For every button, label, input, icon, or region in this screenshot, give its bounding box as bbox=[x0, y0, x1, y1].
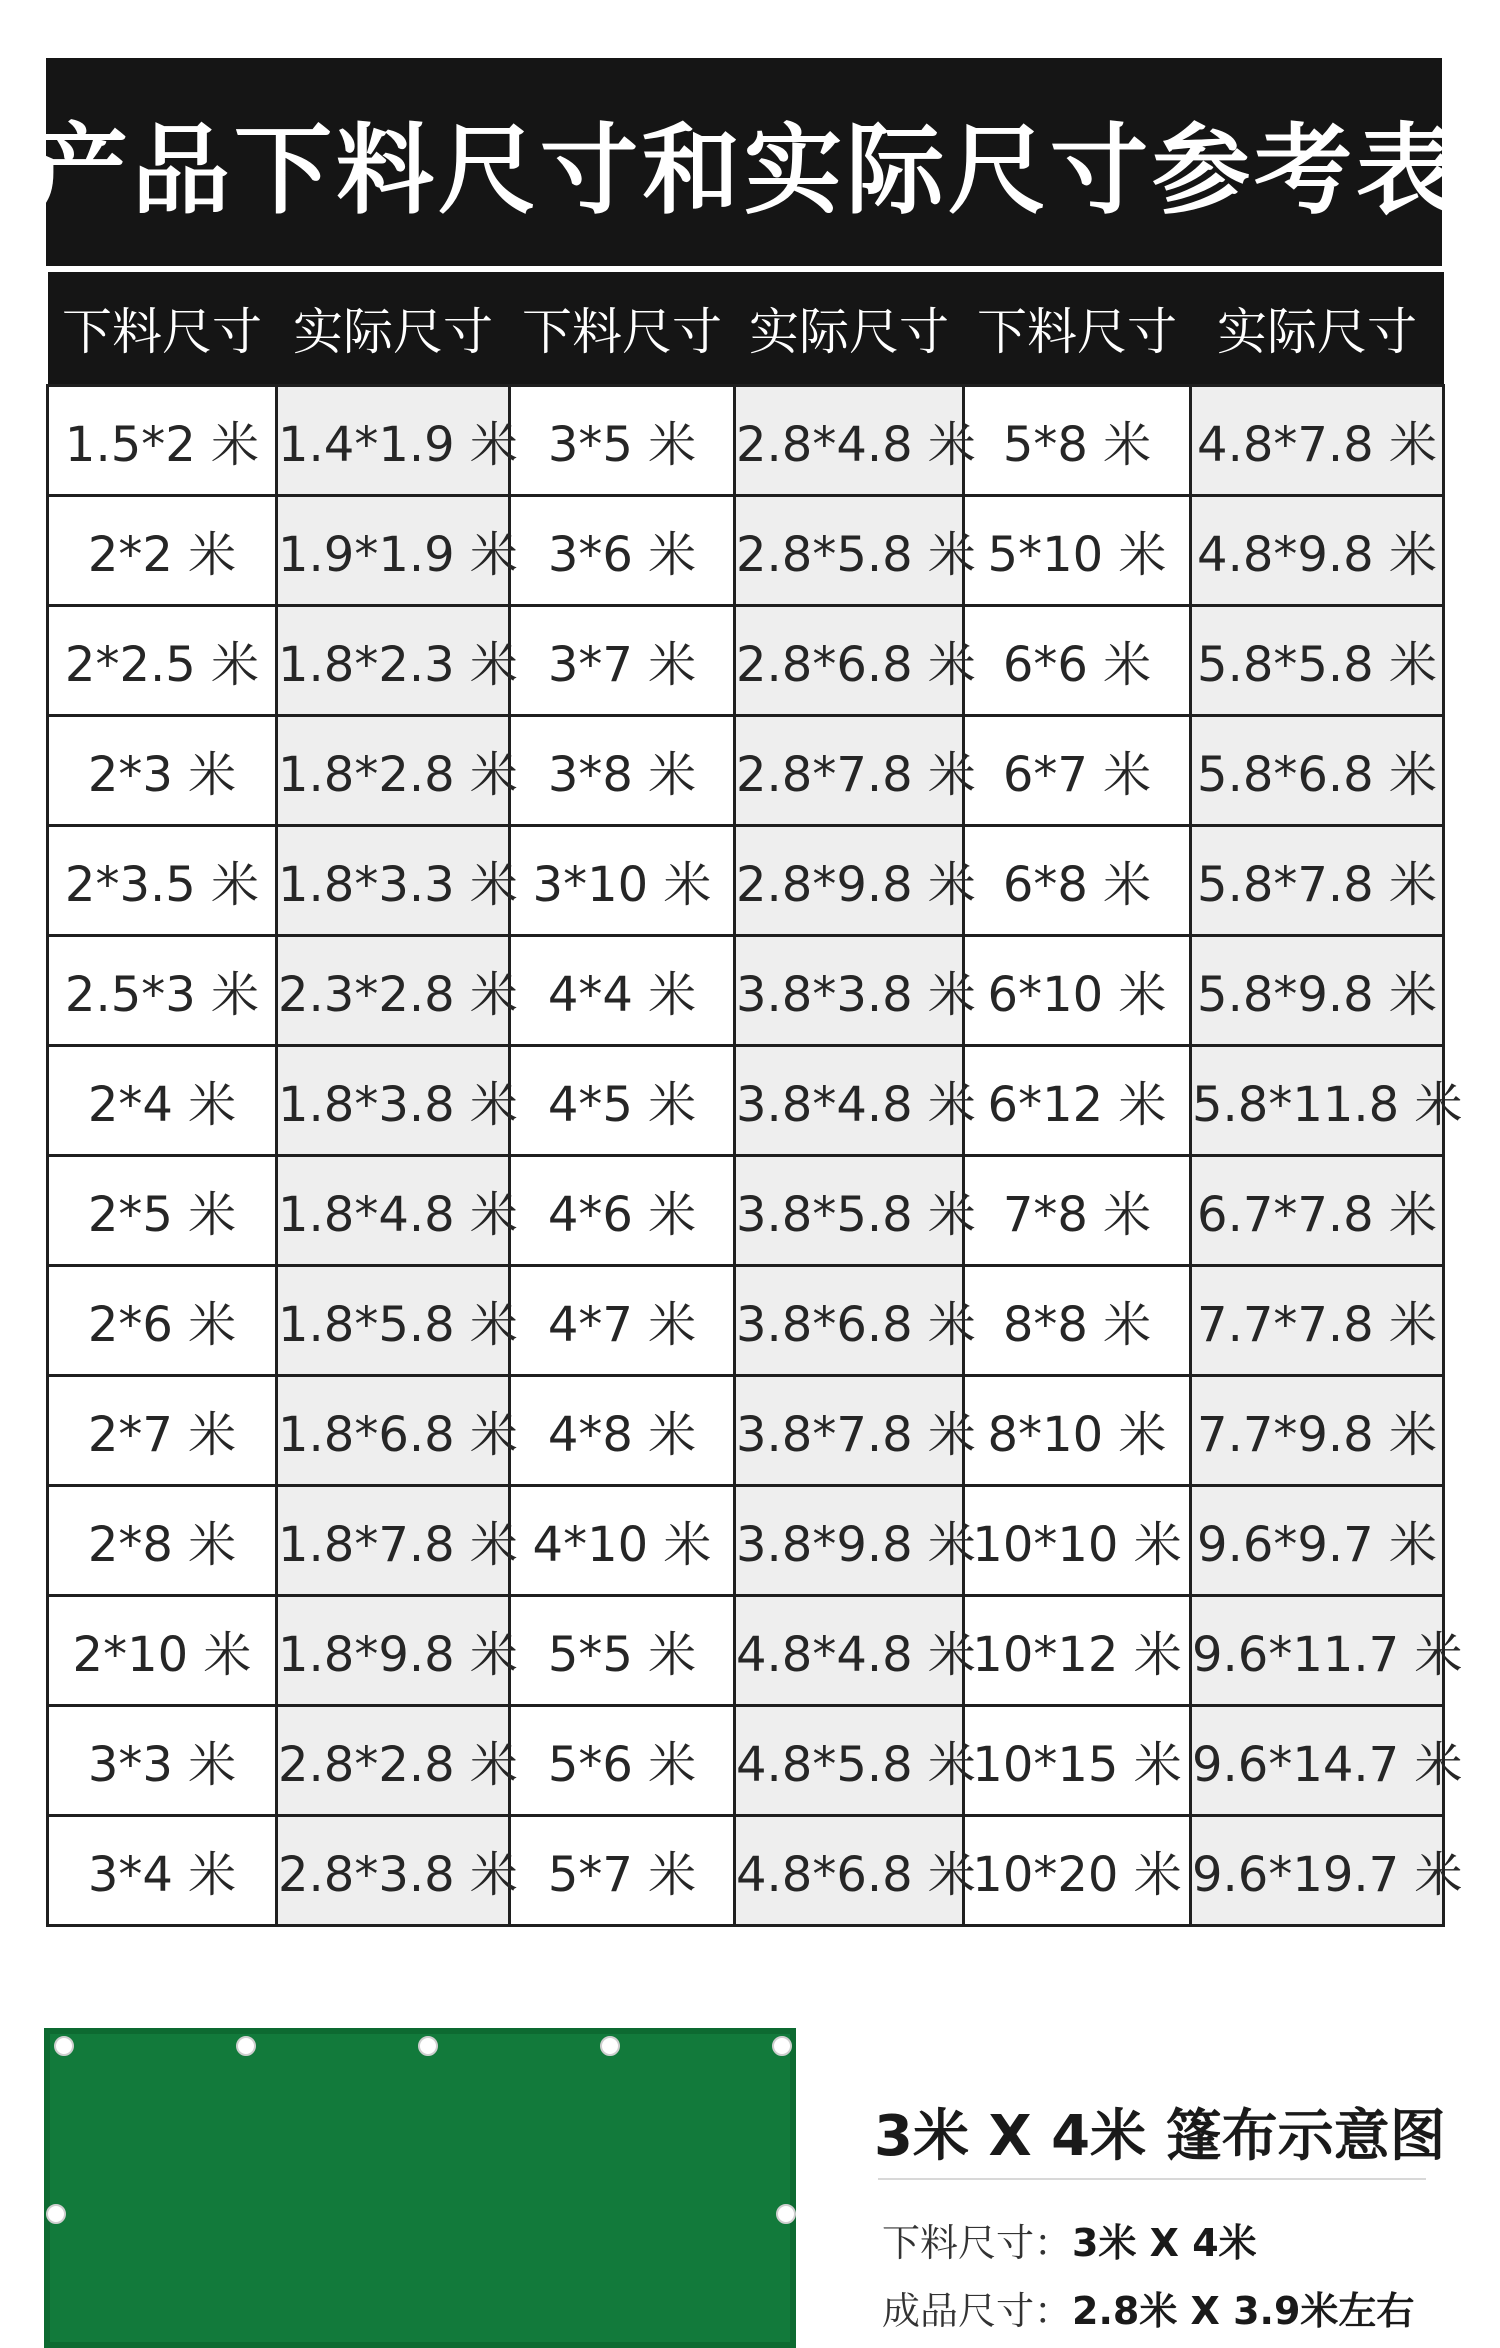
cut-size-cell: 2*3.5 米 bbox=[48, 826, 277, 936]
actual-size-cell: 4.8*7.8 米 bbox=[1191, 386, 1444, 496]
cut-size-cell: 2*2.5 米 bbox=[48, 606, 277, 716]
header-actual-size: 实际尺寸 bbox=[1191, 272, 1444, 386]
actual-size-cell: 4.8*5.8 米 bbox=[735, 1706, 964, 1816]
actual-size-cell: 5.8*11.8 米 bbox=[1191, 1046, 1444, 1156]
cut-size-cell: 1.5*2 米 bbox=[48, 386, 277, 496]
grommet bbox=[600, 2036, 620, 2056]
divider bbox=[878, 2178, 1426, 2180]
cut-size-cell: 10*20 米 bbox=[964, 1816, 1191, 1926]
title-banner bbox=[30, 58, 1459, 266]
header-actual-size: 实际尺寸 bbox=[277, 272, 510, 386]
table-row bbox=[48, 1596, 1444, 1706]
table-row bbox=[48, 1046, 1444, 1156]
cut-size-cell: 3*6 米 bbox=[510, 496, 735, 606]
actual-size-cell: 1.8*9.8 米 bbox=[277, 1596, 510, 1706]
cut-size-cell: 2*10 米 bbox=[48, 1596, 277, 1706]
cut-size-cell: 10*10 米 bbox=[964, 1486, 1191, 1596]
page-title: 产品下料尺寸和实际尺寸参考表 bbox=[30, 113, 1459, 228]
grommet bbox=[54, 2036, 74, 2056]
table-row bbox=[48, 1816, 1444, 1926]
table-row bbox=[48, 606, 1444, 716]
grommet bbox=[776, 2204, 796, 2224]
table-row bbox=[48, 386, 1444, 496]
cut-size-cell: 8*10 米 bbox=[964, 1376, 1191, 1486]
table-row bbox=[48, 716, 1444, 826]
cut-size-label: 下料尺寸： bbox=[882, 2221, 1073, 2265]
actual-size-cell: 1.4*1.9 米 bbox=[277, 386, 510, 496]
actual-size-cell: 1.9*1.9 米 bbox=[277, 496, 510, 606]
actual-size-cell: 6.7*7.8 米 bbox=[1191, 1156, 1444, 1266]
actual-size-cell: 1.8*3.3 米 bbox=[277, 826, 510, 936]
grommet bbox=[236, 2036, 256, 2056]
cut-size-cell: 5*5 米 bbox=[510, 1596, 735, 1706]
actual-size-cell: 2.3*2.8 米 bbox=[277, 936, 510, 1046]
actual-size-cell: 3.8*4.8 米 bbox=[735, 1046, 964, 1156]
cut-size-line bbox=[882, 2212, 1257, 2267]
header-actual-size: 实际尺寸 bbox=[735, 272, 964, 386]
actual-size-cell: 2.8*2.8 米 bbox=[277, 1706, 510, 1816]
actual-size-cell: 5.8*7.8 米 bbox=[1191, 826, 1444, 936]
actual-size-cell: 3.8*5.8 米 bbox=[735, 1156, 964, 1266]
cut-size-cell: 5*8 米 bbox=[964, 386, 1191, 496]
cut-size-cell: 4*4 米 bbox=[510, 936, 735, 1046]
actual-size-cell: 3.8*9.8 米 bbox=[735, 1486, 964, 1596]
cut-size-cell: 6*12 米 bbox=[964, 1046, 1191, 1156]
actual-size-cell: 1.8*7.8 米 bbox=[277, 1486, 510, 1596]
table-row bbox=[48, 1376, 1444, 1486]
tarp-illustration bbox=[44, 2028, 796, 2348]
cut-size-cell: 6*8 米 bbox=[964, 826, 1191, 936]
actual-size-cell: 3.8*7.8 米 bbox=[735, 1376, 964, 1486]
actual-size-cell: 7.7*9.8 米 bbox=[1191, 1376, 1444, 1486]
actual-size-cell: 4.8*9.8 米 bbox=[1191, 496, 1444, 606]
actual-size-cell: 2.8*3.8 米 bbox=[277, 1816, 510, 1926]
cut-size-cell: 3*7 米 bbox=[510, 606, 735, 716]
table-header-row bbox=[48, 272, 1444, 386]
actual-size-cell: 9.6*9.7 米 bbox=[1191, 1486, 1444, 1596]
actual-size-cell: 1.8*4.8 米 bbox=[277, 1156, 510, 1266]
cut-size-cell: 6*6 米 bbox=[964, 606, 1191, 716]
actual-size-cell: 1.8*3.8 米 bbox=[277, 1046, 510, 1156]
cut-size-cell: 5*10 米 bbox=[964, 496, 1191, 606]
table-row bbox=[48, 1156, 1444, 1266]
table-body bbox=[48, 386, 1463, 1926]
grommet bbox=[772, 2036, 792, 2056]
cut-size-cell: 6*7 米 bbox=[964, 716, 1191, 826]
actual-size-cell: 2.8*7.8 米 bbox=[735, 716, 964, 826]
header-cut-size: 下料尺寸 bbox=[964, 272, 1191, 386]
table-row bbox=[48, 1486, 1444, 1596]
cut-size-cell: 6*10 米 bbox=[964, 936, 1191, 1046]
cut-size-cell: 7*8 米 bbox=[964, 1156, 1191, 1266]
cut-size-cell: 8*8 米 bbox=[964, 1266, 1191, 1376]
actual-size-cell: 1.8*5.8 米 bbox=[277, 1266, 510, 1376]
cut-size-cell: 2*3 米 bbox=[48, 716, 277, 826]
finished-size-line bbox=[882, 2280, 1414, 2335]
cut-size-cell: 3*5 米 bbox=[510, 386, 735, 496]
actual-size-cell: 9.6*11.7 米 bbox=[1191, 1596, 1444, 1706]
actual-size-cell: 5.8*9.8 米 bbox=[1191, 936, 1444, 1046]
cut-size-cell: 4*5 米 bbox=[510, 1046, 735, 1156]
actual-size-cell: 7.7*7.8 米 bbox=[1191, 1266, 1444, 1376]
grommet bbox=[46, 2204, 66, 2224]
actual-size-cell: 4.8*4.8 米 bbox=[735, 1596, 964, 1706]
table-row bbox=[48, 826, 1444, 936]
cut-size-cell: 2.5*3 米 bbox=[48, 936, 277, 1046]
cut-size-cell: 4*6 米 bbox=[510, 1156, 735, 1266]
actual-size-cell: 2.8*5.8 米 bbox=[735, 496, 964, 606]
cut-size-cell: 5*7 米 bbox=[510, 1816, 735, 1926]
cut-size-cell: 2*7 米 bbox=[48, 1376, 277, 1486]
grommet bbox=[418, 2036, 438, 2056]
actual-size-cell: 5.8*6.8 米 bbox=[1191, 716, 1444, 826]
table-row bbox=[48, 936, 1444, 1046]
header-cut-size: 下料尺寸 bbox=[510, 272, 735, 386]
header-cut-size: 下料尺寸 bbox=[48, 272, 277, 386]
actual-size-cell: 9.6*14.7 米 bbox=[1191, 1706, 1444, 1816]
cut-size-cell: 10*12 米 bbox=[964, 1596, 1191, 1706]
cut-size-cell: 4*7 米 bbox=[510, 1266, 735, 1376]
cut-size-cell: 3*8 米 bbox=[510, 716, 735, 826]
actual-size-cell: 3.8*6.8 米 bbox=[735, 1266, 964, 1376]
cut-size-cell: 3*3 米 bbox=[48, 1706, 277, 1816]
cut-size-value: 3米 X 4米 bbox=[1072, 2221, 1257, 2265]
diagram-title: 3米 X 4米 篷布示意图 bbox=[874, 2104, 1446, 2169]
table-row bbox=[48, 1706, 1444, 1816]
cut-size-cell: 10*15 米 bbox=[964, 1706, 1191, 1816]
cut-size-cell: 4*8 米 bbox=[510, 1376, 735, 1486]
actual-size-cell: 1.8*6.8 米 bbox=[277, 1376, 510, 1486]
actual-size-cell: 4.8*6.8 米 bbox=[735, 1816, 964, 1926]
cut-size-cell: 2*8 米 bbox=[48, 1486, 277, 1596]
actual-size-cell: 1.8*2.8 米 bbox=[277, 716, 510, 826]
cut-size-cell: 3*4 米 bbox=[48, 1816, 277, 1926]
cut-size-cell: 3*10 米 bbox=[510, 826, 735, 936]
cut-size-cell: 2*4 米 bbox=[48, 1046, 277, 1156]
cut-size-cell: 4*10 米 bbox=[510, 1486, 735, 1596]
finished-size-value: 2.8米 X 3.9米左右 bbox=[1072, 2289, 1415, 2333]
size-reference-table bbox=[46, 272, 1463, 1927]
actual-size-cell: 2.8*4.8 米 bbox=[735, 386, 964, 496]
finished-size-label: 成品尺寸： bbox=[882, 2289, 1073, 2333]
table-row bbox=[48, 496, 1444, 606]
cut-size-cell: 5*6 米 bbox=[510, 1706, 735, 1816]
actual-size-cell: 2.8*9.8 米 bbox=[735, 826, 964, 936]
actual-size-cell: 2.8*6.8 米 bbox=[735, 606, 964, 716]
table-row bbox=[48, 1266, 1444, 1376]
actual-size-cell: 9.6*19.7 米 bbox=[1191, 1816, 1444, 1926]
cut-size-cell: 2*2 米 bbox=[48, 496, 277, 606]
cut-size-cell: 2*6 米 bbox=[48, 1266, 277, 1376]
actual-size-cell: 3.8*3.8 米 bbox=[735, 936, 964, 1046]
cut-size-cell: 2*5 米 bbox=[48, 1156, 277, 1266]
actual-size-cell: 5.8*5.8 米 bbox=[1191, 606, 1444, 716]
actual-size-cell: 1.8*2.3 米 bbox=[277, 606, 510, 716]
